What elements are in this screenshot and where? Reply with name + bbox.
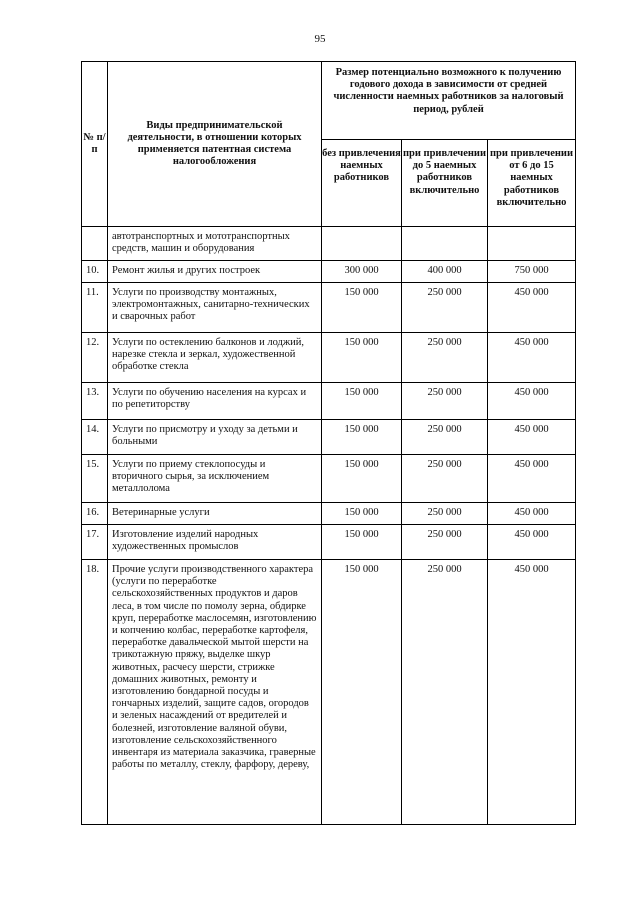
row-value-up-to-5 (402, 227, 488, 261)
row-number: 11. (82, 283, 108, 333)
row-number: 15. (82, 455, 108, 503)
row-value-no-employees: 150 000 (322, 525, 402, 560)
row-number: 10. (82, 261, 108, 283)
row-value-up-to-5: 250 000 (402, 283, 488, 333)
row-number: 16. (82, 503, 108, 525)
row-value-6-to-15: 450 000 (488, 283, 576, 333)
header-6-to-15-employees: при привлечении от 6 до 15 наемных работников включительно (488, 140, 576, 227)
page-number: 95 (314, 33, 326, 45)
row-activity: Прочие услуги производственного характера (услуги по переработке сельскохозяйственных продуктов и даров леса, в том числе по помолу зерна, обдирке круп, переработке маслосемян, изготовлению и копчению колбас, переработке картофеля, переработке давальческой мытой шерсти на трикотажную пряжу, выделке шкур животных, расчесу шерсти, стрижке домашних животных, ремонту и изготовлению бондарной посуды и гончарных изделий, защите садов, огородов и зеленых насаждений от вредителей и болезней, изготовление валяной обуви, изготовление сельскохозяйственного инвентаря из материала заказчика, граверные работы по металлу, стеклу, фарфору, дереву, (108, 560, 322, 825)
patent-income-table (81, 61, 576, 825)
row-number: 18. (82, 560, 108, 825)
row-number: 14. (82, 420, 108, 455)
row-number: 17. (82, 525, 108, 560)
row-value-no-employees: 150 000 (322, 455, 402, 503)
row-value-6-to-15: 450 000 (488, 560, 576, 825)
row-value-up-to-5: 250 000 (402, 420, 488, 455)
row-activity: автотранспортных и мототранспортных средств, машин и оборудования (108, 227, 322, 261)
row-activity: Услуги по производству монтажных, электромонтажных, санитарно-технических и сварочных работ (108, 283, 322, 333)
row-value-6-to-15: 450 000 (488, 525, 576, 560)
row-value-6-to-15: 750 000 (488, 261, 576, 283)
row-value-up-to-5: 250 000 (402, 503, 488, 525)
row-value-6-to-15: 450 000 (488, 503, 576, 525)
row-value-no-employees: 150 000 (322, 503, 402, 525)
table-row (82, 503, 576, 525)
row-value-no-employees: 150 000 (322, 333, 402, 383)
row-value-no-employees (322, 227, 402, 261)
row-activity: Ветеринарные услуги (108, 503, 322, 525)
header-up-to-5-employees: при привлечении до 5 наемных работников включительно (402, 140, 488, 227)
table-row (82, 227, 576, 261)
row-value-up-to-5: 400 000 (402, 261, 488, 283)
header-number: № п/п (82, 62, 108, 227)
row-value-6-to-15: 450 000 (488, 455, 576, 503)
header-activity: Виды предпринимательской деятельности, в отношении которых применяется патентная система налогообложения (108, 62, 322, 227)
row-activity: Услуги по приему стеклопосуды и вторичного сырья, за исключением металлолома (108, 455, 322, 503)
row-value-no-employees: 300 000 (322, 261, 402, 283)
header-income-group: Размер потенциально возможного к получению годового дохода в зависимости от средней численности наемных работников за налоговый период, рублей (322, 62, 576, 140)
row-activity: Изготовление изделий народных художественных промыслов (108, 525, 322, 560)
row-number: 13. (82, 383, 108, 420)
row-activity: Ремонт жилья и других построек (108, 261, 322, 283)
row-value-up-to-5: 250 000 (402, 560, 488, 825)
row-value-up-to-5: 250 000 (402, 333, 488, 383)
header-no-employees: без привлечения наемных работников (322, 140, 402, 227)
row-value-6-to-15: 450 000 (488, 333, 576, 383)
row-activity: Услуги по обучению населения на курсах и по репетиторству (108, 383, 322, 420)
row-value-no-employees: 150 000 (322, 383, 402, 420)
table-row (82, 383, 576, 420)
table-row (82, 455, 576, 503)
row-activity: Услуги по остеклению балконов и лоджий, нарезке стекла и зеркал, художественной обработке стекла (108, 333, 322, 383)
row-value-6-to-15 (488, 227, 576, 261)
row-value-up-to-5: 250 000 (402, 455, 488, 503)
table-row (82, 261, 576, 283)
table-row (82, 560, 576, 825)
row-activity: Услуги по присмотру и уходу за детьми и больными (108, 420, 322, 455)
table-row (82, 420, 576, 455)
row-number: 12. (82, 333, 108, 383)
row-value-6-to-15: 450 000 (488, 383, 576, 420)
row-value-no-employees: 150 000 (322, 420, 402, 455)
row-value-6-to-15: 450 000 (488, 420, 576, 455)
table-row (82, 283, 576, 333)
row-value-up-to-5: 250 000 (402, 525, 488, 560)
row-value-no-employees: 150 000 (322, 283, 402, 333)
table-row (82, 333, 576, 383)
row-value-no-employees: 150 000 (322, 560, 402, 825)
row-value-up-to-5: 250 000 (402, 383, 488, 420)
table-row (82, 525, 576, 560)
row-number (82, 227, 108, 261)
